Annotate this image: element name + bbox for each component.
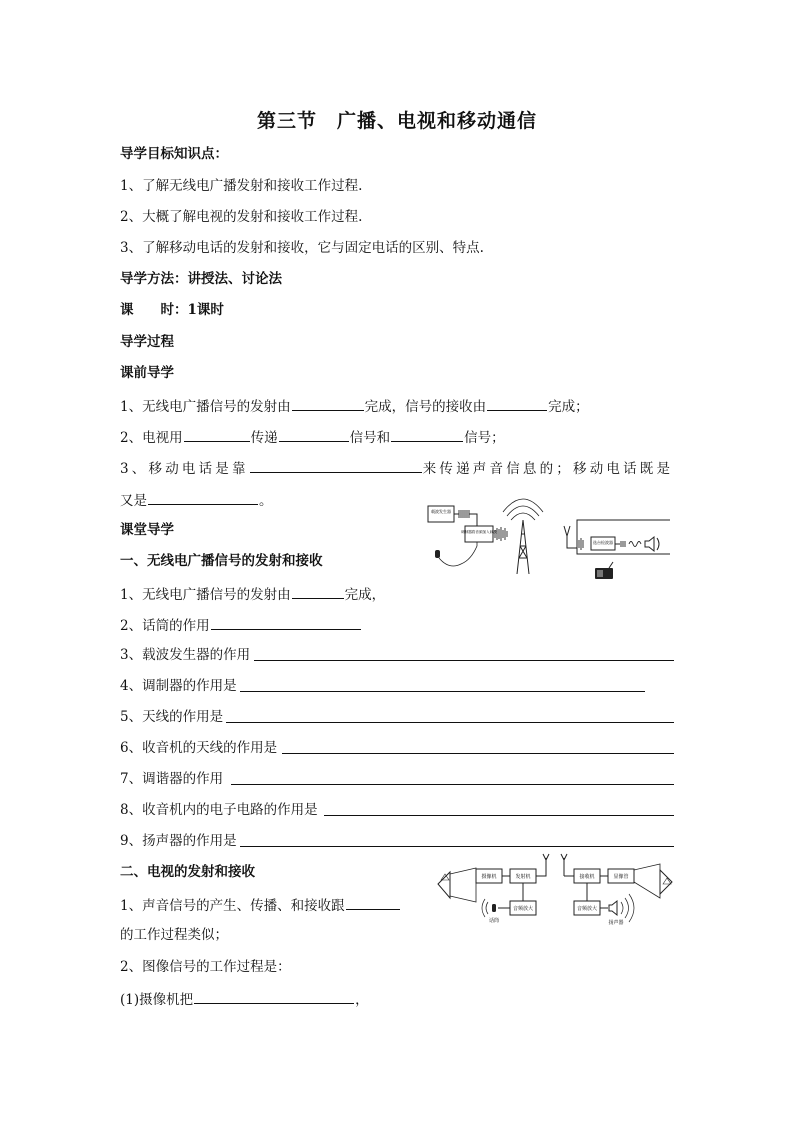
answer-line[interactable] xyxy=(282,753,674,754)
receiver-label: 接收机 xyxy=(579,874,595,880)
speaker-icon xyxy=(609,901,617,915)
q1-part-b: 完成，信号的接收由 xyxy=(364,399,487,415)
audio-amp-tx-label: 音频放大 xyxy=(512,906,534,912)
item-tail: ， xyxy=(355,992,369,1008)
answer-line[interactable] xyxy=(254,660,674,661)
camera-label: 摄像机 xyxy=(481,874,497,880)
q2-part-a: 2、电视用 xyxy=(120,430,183,446)
item-text: 1、无线电广播信号的发射由 xyxy=(120,587,291,603)
goal-item: 2、大概了解电视的发射和接收工作过程. xyxy=(120,209,363,225)
modulated-wave-icon xyxy=(495,527,507,541)
receive-antenna-icon xyxy=(561,854,567,876)
carrier-wave-icon xyxy=(459,510,469,518)
section1-item-6: 6、收音机的天线的作用是 xyxy=(120,740,278,756)
answer-blank[interactable] xyxy=(194,989,354,1004)
radio-receiver-group xyxy=(564,520,670,579)
q2-part-d: 信号； xyxy=(464,430,505,446)
section1-item-7: 7、调谐器的作用 xyxy=(120,771,224,787)
section1-item-8: 8、收音机内的电子电路的作用是 xyxy=(120,802,318,818)
answer-blank[interactable] xyxy=(184,427,250,442)
answer-line[interactable] xyxy=(226,722,674,723)
answer-line[interactable] xyxy=(231,784,674,785)
q1-part-c: 完成； xyxy=(548,399,589,415)
process-heading: 导学过程 xyxy=(120,334,174,350)
section2-heading: 二、电视的发射和接收 xyxy=(120,864,255,880)
section2-item-3 xyxy=(120,989,369,1009)
answer-blank[interactable] xyxy=(346,895,400,910)
q2-part-c: 信号和 xyxy=(349,430,391,446)
item-text: 1、声音信号的产生、传播、和接收跟 xyxy=(120,898,345,914)
answer-blank[interactable] xyxy=(391,427,463,442)
section2-item-1-cont: 的工作过程类似； xyxy=(120,927,228,943)
answer-blank[interactable] xyxy=(292,396,364,411)
screen-image-icon xyxy=(660,870,672,894)
pre-question-3-cont xyxy=(120,490,273,510)
section1-item-1 xyxy=(120,584,385,604)
goal-item: 1、了解无线电广播发射和接收工作过程. xyxy=(120,178,363,194)
display-tube-label: 显像管 xyxy=(613,874,629,880)
section1-item-9: 9、扬声器的作用是 xyxy=(120,833,237,849)
period-value: 1课时 xyxy=(187,302,224,318)
answer-line[interactable] xyxy=(324,815,674,816)
radio-icon xyxy=(595,562,613,579)
section1-item-3: 3、载波发生器的作用 xyxy=(120,647,251,663)
speaker-label: 扬声器 xyxy=(608,920,624,926)
microphone-icon xyxy=(435,542,477,566)
carrier-generator-label: 载波发生器 xyxy=(431,509,451,514)
audio-amp-rx-label: 音频放大 xyxy=(576,906,598,912)
answer-blank[interactable] xyxy=(279,427,349,442)
antenna-tower-icon xyxy=(503,499,543,574)
microphone-icon xyxy=(492,904,496,912)
q2-part-b: 传递 xyxy=(250,430,278,446)
answer-blank[interactable] xyxy=(487,396,547,411)
modulator-box xyxy=(465,526,493,542)
item-text: 2、话筒的作用 xyxy=(120,618,210,634)
method-line: 导学方法：讲授法、讨论法 xyxy=(120,271,282,287)
tuner-label: 选台检波器 xyxy=(593,540,613,545)
q3-part-b: 来传递声音信息的；移动电话既是 xyxy=(422,461,674,477)
section1-item-4: 4、调制器的作用是 xyxy=(120,678,237,694)
transmit-antenna-icon xyxy=(536,854,549,876)
period-label: 课 时： xyxy=(120,302,188,318)
answer-blank[interactable] xyxy=(250,458,422,473)
modulator-label: 调制器将音频加入载波 xyxy=(461,530,497,534)
answer-blank[interactable] xyxy=(148,490,258,505)
pre-heading: 课前导学 xyxy=(120,365,174,381)
item-tail: 完成， xyxy=(344,587,386,603)
q1-part-a: 1、无线电广播信号的发射由 xyxy=(120,399,291,415)
answer-blank[interactable] xyxy=(292,584,344,599)
q3-part-d: 。 xyxy=(259,493,273,509)
section1-heading: 一、无线电广播信号的发射和接收 xyxy=(120,553,323,569)
transmitter-label: 发射机 xyxy=(515,874,531,880)
answer-blank[interactable] xyxy=(211,615,361,630)
answer-line[interactable] xyxy=(240,691,645,692)
item-text: (1)摄像机把 xyxy=(120,992,194,1008)
pre-question-3 xyxy=(120,458,673,478)
period-line xyxy=(120,301,224,319)
section2-item-1 xyxy=(120,895,401,915)
answer-line[interactable] xyxy=(240,846,674,847)
goals-heading: 导学目标知识点： xyxy=(120,146,228,162)
pre-question-2 xyxy=(120,427,505,447)
q3-part-a: 3、移动电话是靠 xyxy=(120,461,249,477)
tv-broadcast-diagram xyxy=(436,852,678,930)
pre-question-1 xyxy=(120,396,589,416)
page-title: 第三节 广播、电视和移动通信 xyxy=(256,110,537,132)
section1-item-5: 5、天线的作用是 xyxy=(120,709,224,725)
section2-item-2: 2、图像信号的工作过程是： xyxy=(120,959,291,975)
radio-broadcast-diagram xyxy=(425,496,670,588)
goal-item: 3、了解移动电话的发射和接收，它与固定电话的区别、特点. xyxy=(120,240,484,256)
q3-part-c: 又是 xyxy=(120,493,147,509)
microphone-label: 话筒 xyxy=(488,918,500,924)
section1-item-2 xyxy=(120,615,362,635)
class-heading: 课堂导学 xyxy=(120,522,174,538)
